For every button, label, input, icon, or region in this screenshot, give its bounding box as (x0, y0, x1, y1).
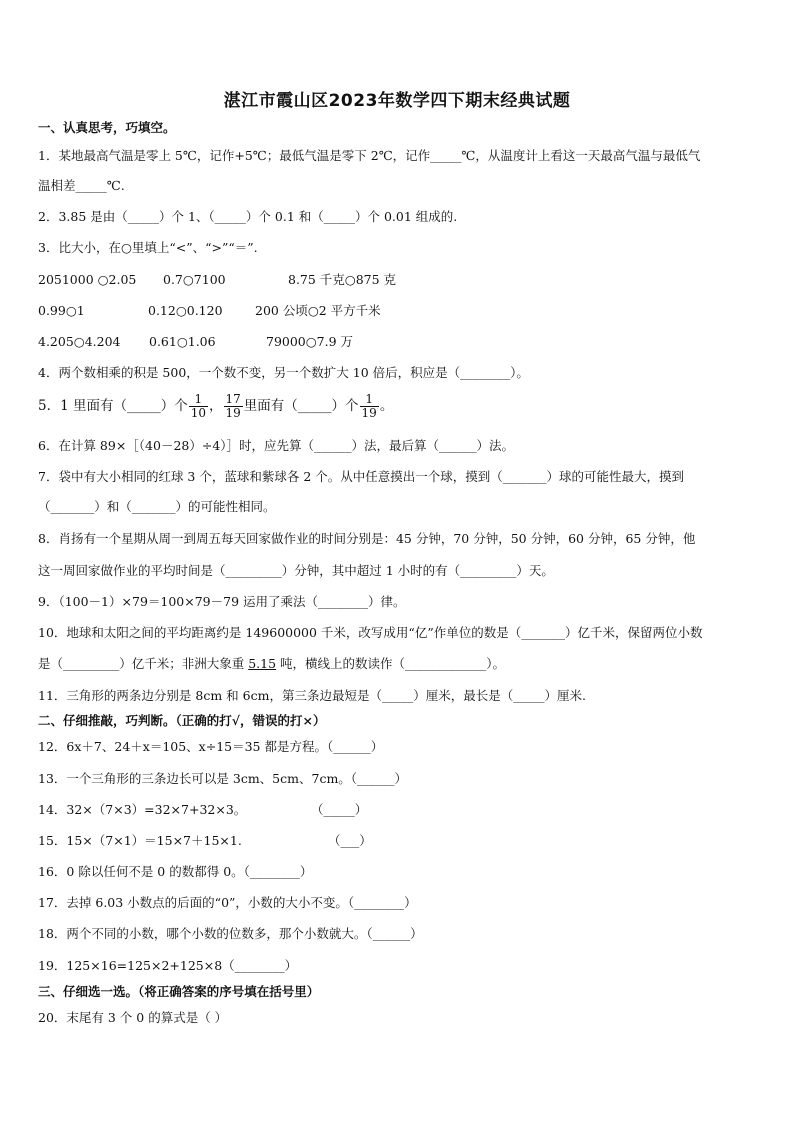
question-10-part-3: 吨，横线上的数读作（_____________）。 (276, 656, 506, 671)
compare-2-3: 200 公顷○2 平方千米 (255, 303, 381, 318)
question-5 (38, 392, 393, 420)
question-7-line-1: 7．袋中有大小相同的红球 3 个，蓝球和紫球各 2 个。从中任意摸出一个球，摸到（_______）球的可能性最大，摸到 (38, 469, 685, 484)
question-8-line-2: 这一周回家做作业的平均时间是（_________）分钟，其中超过 1 小时的有（_________）天。 (38, 563, 554, 578)
fraction-numerator: 1 (360, 393, 379, 407)
compare-1-2: 0.7○7100 (163, 272, 226, 287)
question-14-answer-blank: （_____） (311, 802, 368, 817)
question-17: 17．去掉 6.03 小数点的后面的“0”，小数的大小不变。（________） (38, 895, 417, 910)
question-19: 19．125×16=125×2+125×8（________） (38, 958, 298, 973)
question-5-separator: ， (209, 398, 223, 414)
compare-3-2: 0.61○1.06 (149, 334, 216, 349)
fraction-numerator: 1 (189, 393, 208, 407)
underlined-number: 5.15 (248, 656, 277, 671)
question-12: 12．6x＋7、24＋x＝105、x÷15＝35 都是方程。（______） (38, 739, 384, 754)
question-15-answer-blank: （___） (328, 833, 372, 848)
question-16: 16．0 除以任何不是 0 的数都得 0。（________） (38, 864, 313, 879)
section-1-heading: 一、认真思考，巧填空。 (38, 120, 176, 135)
section-3-heading: 三、仔细选一选。（将正确答案的序号填在括号里） (38, 984, 320, 999)
question-10-line-2 (38, 655, 505, 673)
fraction-17-19 (224, 393, 243, 420)
question-5-end: 。 (379, 398, 394, 414)
fraction-denominator: 19 (225, 406, 241, 420)
question-11: 11．三角形的两条边分别是 8cm 和 6cm，第三条边最短是（_____）厘米，最长是（_____）厘米. (38, 688, 586, 703)
question-20: 20．末尾有 3 个 0 的算式是（ ） (38, 1010, 228, 1025)
section-2-heading: 二、仔细推敲，巧判断。（正确的打√，错误的打×） (38, 713, 326, 728)
fraction-1-10 (189, 393, 208, 420)
question-5-part-b: 里面有（_____）个 (243, 398, 359, 414)
question-15: 15．15×（7×1）＝15×7＋15×1. (38, 833, 242, 848)
fraction-1-19 (360, 393, 379, 420)
question-3-intro: 3．比大小，在○里填上“<”、“>”“＝”. (38, 240, 258, 255)
question-18: 18．两个不同的小数，哪个小数的位数多，那个小数就大。（______） (38, 926, 423, 941)
question-7-line-2: （_______）和（_______）的可能性相同。 (38, 499, 276, 514)
fraction-denominator: 10 (190, 406, 207, 420)
question-1-line-1: 1．某地最高气温是零上 5℃，记作+5℃；最低气温是零下 2℃，记作_____℃，从温度计上看这一天最高气温与最低气 (38, 148, 701, 163)
compare-1-3: 8.75 千克○875 克 (288, 272, 397, 287)
question-1-line-2: 温相差_____℃. (38, 178, 125, 193)
question-5-part-a: 5．1 里面有（_____）个 (38, 398, 188, 414)
compare-3-3: 79000○7.9 万 (266, 334, 354, 349)
compare-1-1: 2051000 ○2.05 (38, 272, 137, 287)
page-title: 湛江市霞山区2023年数学四下期末经典试题 (223, 91, 571, 111)
question-14: 14．32×（7×3）=32×7+32×3。 (38, 802, 247, 817)
compare-2-1: 0.99○1 (38, 303, 85, 318)
question-13: 13．一个三角形的三条边长可以是 3cm、5cm、7cm。（______） (38, 771, 408, 786)
question-9: 9．（100－1）×79＝100×79－79 运用了乘法（________）律。 (38, 594, 406, 609)
question-4: 4．两个数相乘的积是 500，一个数不变，另一个数扩大 10 倍后，积应是（________）。 (38, 365, 529, 380)
compare-2-2: 0.12○0.120 (148, 303, 223, 318)
compare-3-1: 4.205○4.204 (38, 334, 121, 349)
question-6: 6．在计算 89×［（40－28）÷4）］时，应先算（______）法，最后算（______）法。 (38, 438, 515, 453)
question-10-part-1: 是（_________）亿千米；非洲大象重 (38, 656, 249, 671)
fraction-denominator: 19 (361, 406, 377, 420)
fraction-numerator: 17 (225, 392, 241, 406)
question-10-line-1: 10．地球和太阳之间的平均距离约是 149600000 千米，改写成用“亿”作单位的数是（_______）亿千米，保留两位小数 (38, 625, 703, 640)
question-8-line-1: 8．肖扬有一个星期从周一到周五每天回家做作业的时间分别是：45 分钟，70 分钟，50 分钟，60 分钟，65 分钟，他 (38, 531, 696, 546)
question-2: 2．3.85 是由（_____）个 1、（_____）个 0.1 和（_____）个 0.01 组成的. (38, 209, 458, 224)
